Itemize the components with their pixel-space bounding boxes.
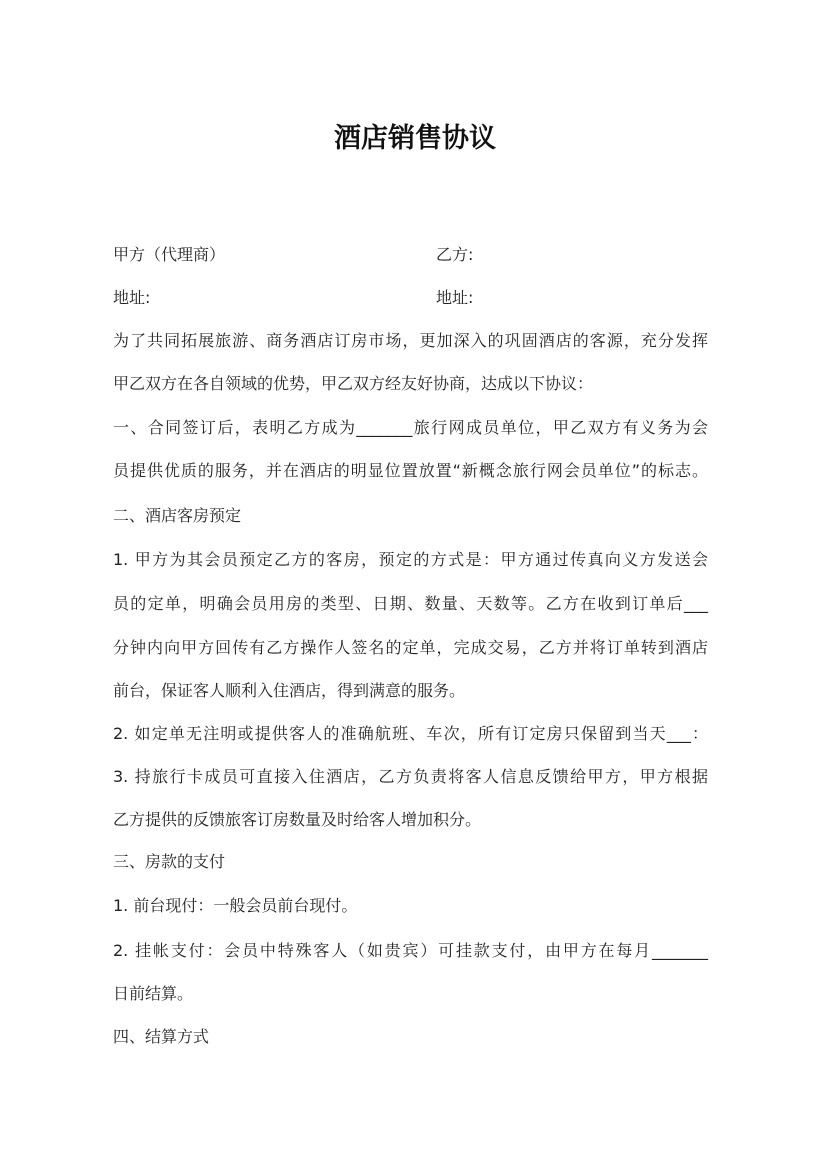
paragraph-line: 三、房款的支付 — [113, 852, 226, 871]
paragraph-line: 二、酒店客房预定 — [113, 506, 242, 525]
paragraph-line: 前台，保证客人顺利入住酒店，得到满意的服务。 — [113, 681, 466, 700]
paragraph-line: 2. 挂帐支付：会员中特殊客人（如贵宾）可挂款支付，由甲方在每月_______ — [113, 941, 708, 960]
paragraph-line: 员提供优质的服务，并在酒店的明显位置放置“新概念旅行网会员单位”的标志。 — [113, 461, 708, 480]
party-a-address-label: 地址: — [113, 288, 151, 307]
party-a-label: 甲方（代理商） — [113, 245, 226, 264]
paragraph-line: 乙方提供的反馈旅客订房数量及时给客人增加积分。 — [113, 810, 482, 829]
paragraph-line: 1. 甲方为其会员预定乙方的客房，预定的方式是：甲方通过传真向义方发送会 — [113, 550, 708, 569]
paragraph-line: 3. 持旅行卡成员可直接入住酒店，乙方负责将客人信息反馈给甲方，甲方根据 — [113, 767, 708, 786]
paragraph-line: 一、合同签订后，表明乙方成为_______旅行网成员单位，甲乙双方有义务为会 — [113, 418, 708, 437]
paragraph-line: 员的定单，明确会员用房的类型、日期、数量、天数等。乙方在收到订单后___ — [113, 594, 708, 613]
paragraph-line: 2. 如定单无注明或提供客人的准确航班、车次，所有订定房只保留到当天___： — [113, 724, 708, 743]
paragraph-line: 甲乙双方在各自领域的优势，甲乙双方经友好协商，达成以下协议： — [113, 374, 594, 393]
paragraph-line: 日前结算。 — [113, 984, 194, 1003]
paragraph-line: 为了共同拓展旅游、商务酒店订房市场，更加深入的巩固酒店的客源，充分发挥 — [113, 331, 708, 350]
document-title: 酒店销售协议 — [334, 123, 496, 154]
paragraph-line: 四、结算方式 — [113, 1027, 210, 1046]
paragraph-line: 分钟内向甲方回传有乙方操作人签名的定单，完成交易，乙方并将订单转到酒店 — [113, 638, 708, 657]
party-b-label: 乙方: — [436, 245, 474, 264]
party-b-address-label: 地址: — [436, 288, 474, 307]
paragraph-line: 1. 前台现付：一般会员前台现付。 — [113, 896, 358, 915]
